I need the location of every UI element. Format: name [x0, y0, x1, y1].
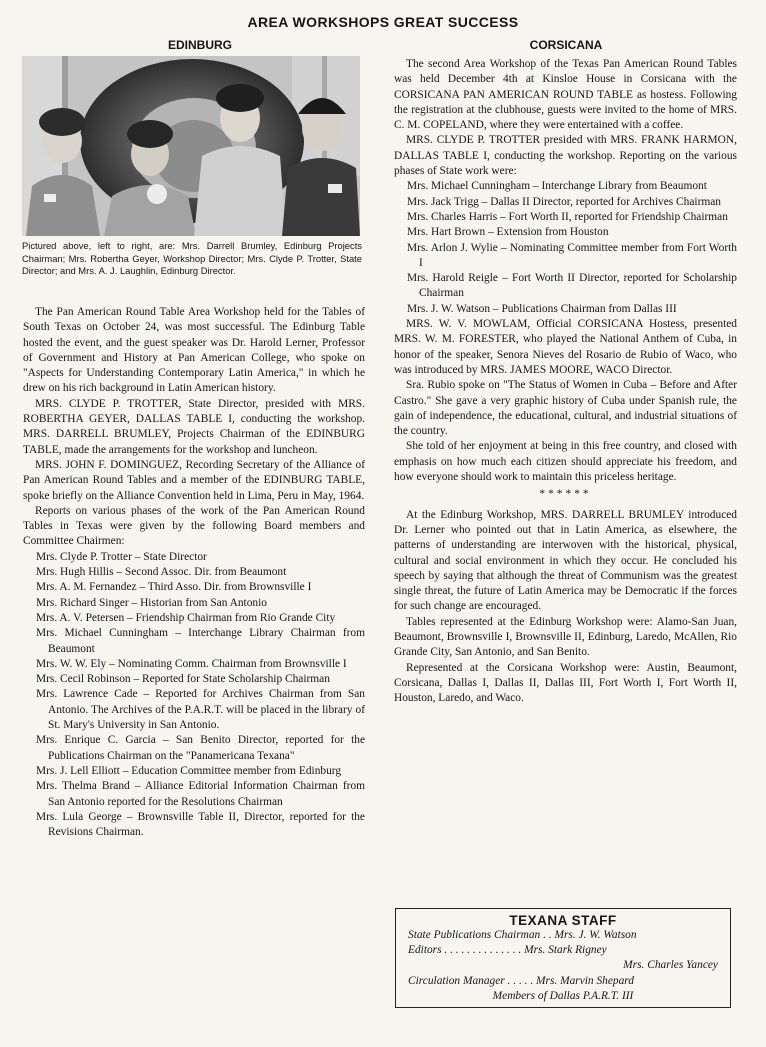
list-item: Mrs. Arlon J. Wylie – Nominating Committee member from Fort Worth I — [407, 241, 737, 269]
edinburg-paragraph-3: MRS. JOHN F. DOMINGUEZ, Recording Secretary of the Alliance of Pan American Round Tables and a member of the EDINBURG TABLE, spoke briefly on the Alliance Convention held in Lima, Peru in May, 1964. — [23, 458, 365, 502]
edinburg-paragraph-1: The Pan American Round Table Area Workshop held for the Tables of South Texas on October 24, was most successful. The Edinburg Table hosted the event, and the guest speaker was Dr. Harold Lerner, Professor of Government and History at Pan American College, who spoke on "Aspects for Understanding Contemporary Latin America," in which he drew on his rich background in Latin American history. — [23, 306, 365, 395]
edinburg-paragraph-4: Reports on various phases of the work of the Pan American Round Tables in Texas were given by the following Board members and Committee Chairmen: — [23, 504, 365, 548]
group-photo — [22, 56, 360, 236]
corsicana-paragraph-8: Represented at the Corsicana Workshop were: Austin, Beaumont, Corsicana, Dallas I, Dallas II, Dallas III, Fort Worth I, Fort Worth II, Houston, Laredo, and Waco. — [394, 661, 737, 705]
list-item: Mrs. Charles Harris – Fort Worth II, reported for Friendship Chairman — [407, 210, 728, 223]
list-item: Mrs. Michael Cunningham – Interchange Library from Beaumont — [407, 180, 707, 193]
list-item: Mrs. W. W. Ely – Nominating Comm. Chairman from Brownsville I — [36, 657, 347, 670]
edinburg-article — [23, 305, 365, 840]
corsicana-paragraph-7: Tables represented at the Edinburg Workshop were: Alamo-San Juan, Beaumont, Brownsville I, Brownsville II, Edinburg, Laredo, McAllen, Rio Grande City, San Antonio, and San Benito. — [394, 615, 737, 659]
list-item: Mrs. J. Lell Elliott – Education Committee member from Edinburg — [36, 764, 342, 777]
list-item: Mrs. A. V. Petersen – Friendship Chairman from Rio Grande City — [36, 611, 336, 624]
list-item: Mrs. Richard Singer – Historian from San Antonio — [36, 596, 267, 609]
corsicana-paragraph-2: MRS. CLYDE P. TROTTER presided with MRS. FRANK HARMON, DALLAS TABLE I, conducting the workshop. Reporting on the various phases of State work were: — [394, 134, 737, 178]
list-item: Mrs. Cecil Robinson – Reported for State Scholarship Chairman — [36, 673, 330, 686]
list-item: Mrs. Michael Cunningham – Interchange Library Chairman from Beaumont — [36, 627, 365, 655]
edinburg-paragraph-2: MRS. CLYDE P. TROTTER, State Director, presided with MRS. ROBERTHA GEYER, DALLAS TABLE I, conducting the workshop. MRS. DARRELL BRUMLEY, Projects Chairman of the EDINBURG TABLE, made the arrangements for the workshop and luncheon. — [23, 397, 365, 456]
list-item: Mrs. Jack Trigg – Dallas II Director, reported for Archives Chairman — [407, 195, 721, 208]
list-item: Mrs. Enrique C. Garcia – San Benito Director, reported for the Publications Chairman on the "Panamericana Texana" — [36, 734, 365, 762]
corsicana-paragraph-6: At the Edinburg Workshop, MRS. DARRELL BRUMLEY introduced Dr. Lerner who pointed out that in Latin America, as elsewhere, the patterns of understanding are interwoven with the historical, physical, cultural and social environment in which they occur. He concluded his speech by saying that although the threat of Communism was the greatest single threat, the future of Latin America may be Democratic if the forces for such change are encouraged. — [394, 508, 737, 613]
list-item: Mrs. A. M. Fernandez – Third Asso. Dir. from Brownsville I — [36, 581, 312, 594]
staff-line-editor-2: Mrs. Charles Yancey — [623, 959, 718, 972]
list-item: Mrs. Harold Reigle – Fort Worth II Director, reported for Scholarship Chairman — [407, 272, 737, 300]
edinburg-heading: EDINBURG — [167, 38, 232, 52]
staff-title: TEXANA STAFF — [509, 913, 617, 928]
list-item: Mrs. Hugh Hillis – Second Assoc. Dir. from Beaumont — [36, 566, 287, 579]
list-item: Mrs. Hart Brown – Extension from Houston — [407, 226, 609, 239]
list-item: Mrs. Lula George – Brownsville Table II, Director, reported for the Revisions Chairman. — [36, 810, 365, 839]
corsicana-paragraph-5: She told of her enjoyment at being in this free country, and closed with emphasis on how much each citizen should appreciate his freedom, and how everyone should work to maintain this priceless heritage. — [394, 440, 737, 484]
corsicana-paragraph-4: Sra. Rubio spoke on "The Status of Women in Cuba – Before and After Castro." She gave a very graphic history of Cuba under Spanish rule, the gain of independence, the educational, cultural, and industrial situations of the country. — [394, 379, 737, 438]
corsicana-heading: CORSICANA — [529, 38, 603, 52]
corsicana-article — [394, 57, 737, 706]
staff-line-members: Members of Dallas P.A.R.T. III — [492, 989, 634, 1002]
list-item: Mrs. Clyde P. Trotter – State Director — [36, 550, 207, 563]
list-item: Mrs. J. W. Watson – Publications Chairman from Dallas III — [407, 302, 677, 315]
photo-caption: Pictured above, left to right, are: Mrs. Darrell Brumley, Edinburg Projects Chairman; Mrs. Robertha Geyer, Workshop Director; Mrs. Clyde P. Trotter, State Director; and Mrs. A. J. Laughlin, Edinburg Director. — [22, 240, 362, 277]
texana-staff-box — [395, 908, 731, 1008]
corsicana-report-list — [394, 179, 737, 317]
staff-line-circulation: Circulation Manager . . . . . Mrs. Marvin Shepard — [408, 974, 635, 987]
staff-line-editors: Editors . . . . . . . . . . . . . . Mrs. Stark Rigney — [408, 944, 607, 957]
section-separator: ****** — [539, 488, 592, 501]
corsicana-paragraph-3: MRS. W. V. MOWLAM, Official CORSICANA Hostess, presented MRS. W. M. FORESTER, who played the National Anthem of Cuba, in honor of the speaker, Senora Nieves del Rosario de Rubio of Waco, who was introduced by MRS. JAMES MOORE, WACO Director. — [394, 318, 737, 376]
page-title: AREA WORKSHOPS GREAT SUCCESS — [247, 14, 519, 30]
corsicana-paragraph-1: The second Area Workshop of the Texas Pan American Round Tables was held December 4th at Kinsloe House in Corsicana with the CORSICANA PAN AMERICAN ROUND TABLE as hostess. Following the registration at the clubhouse, guests were invited to the home of MRS. C. M. COPELAND, where they were entertained with a coffee. — [394, 58, 737, 132]
group-photo-image — [22, 56, 360, 236]
edinburg-report-list — [23, 550, 365, 841]
staff-line-publications: State Publications Chairman . . Mrs. J. W. Watson — [408, 929, 637, 941]
list-item: Mrs. Lawrence Cade – Reported for Archives Chairman from San Antonio. The Archives of the P.A.R.T. will be placed in the library of St. Mary's University in San Antonio. — [36, 688, 365, 732]
list-item: Mrs. Thelma Brand – Alliance Editorial Information Chairman from San Antonio reported for the Resolutions Chairman — [36, 780, 365, 808]
